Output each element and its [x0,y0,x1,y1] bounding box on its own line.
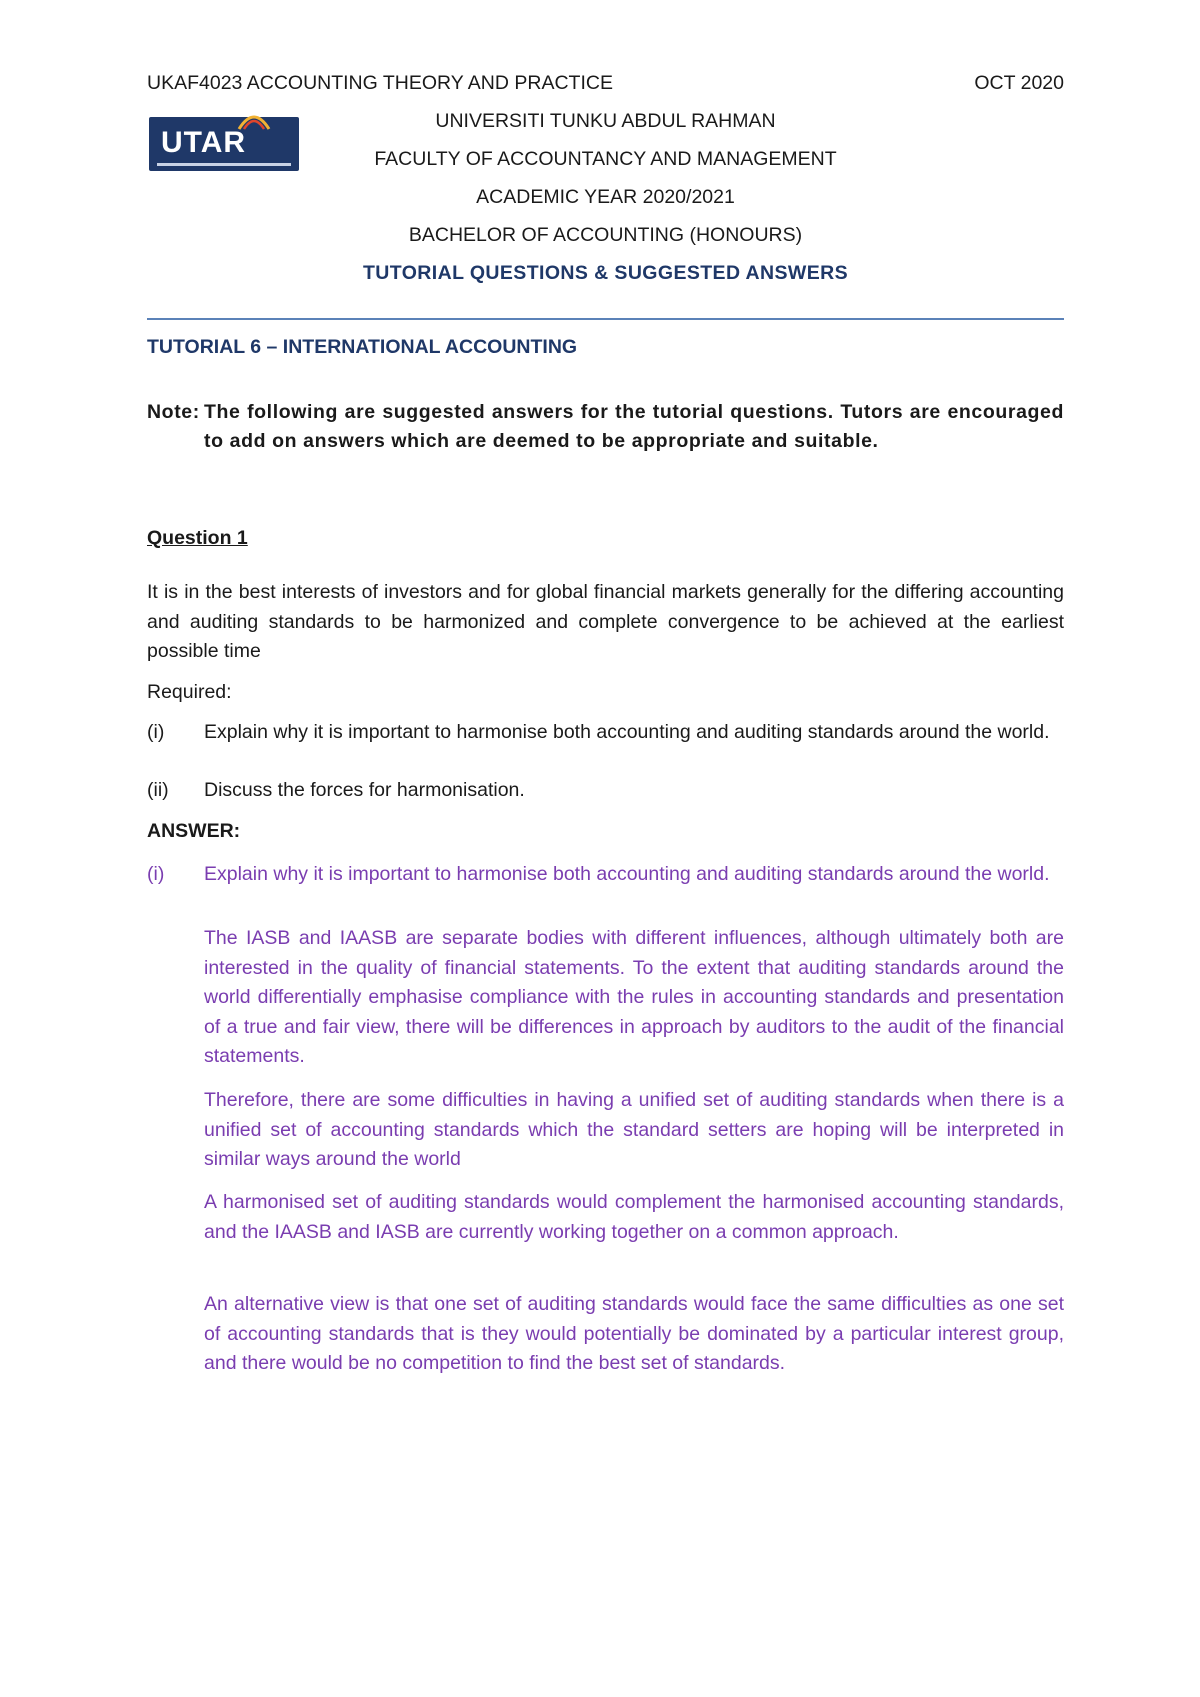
answer-paragraph: Therefore, there are some difficulties in having a unified set of auditing standards when there is a unified set of accounting standards which the standard setters are hoping will be interpreted in similar ways around the world [204,1089,1064,1170]
answer-label: ANSWER: [147,820,241,842]
part-number: (ii) [147,779,169,801]
note-label: Note: [147,401,200,423]
header-date: OCT 2020 [974,72,1064,94]
document-type: TUTORIAL QUESTIONS & SUGGESTED ANSWERS [362,262,849,284]
question-statement: It is in the best interests of investors and for global financial markets generally for the differing accounting and auditing standards to be harmonized and complete convergence to be achieved at the earliest possible time [147,581,1064,662]
part-text: Discuss the forces for harmonisation. [204,779,525,801]
answer-part-number: (i) [147,863,165,885]
note-block [147,398,1064,456]
answer-paragraph: A harmonised set of auditing standards would complement the harmonised accounting standards, and the IAASB and IASB are currently working together on a common approach. [204,1191,1064,1243]
note-text: The following are suggested answers for the tutorial questions. Tutors are encouraged to add on answers which are deemed to be appropriate and suitable. [204,401,1064,452]
answer-part-i [147,860,1064,889]
faculty-name: FACULTY OF ACCOUNTANCY AND MANAGEMENT [374,148,837,170]
answer-paragraph: An alternative view is that one set of auditing standards would face the same difficulties as one set of accounting standards that is they would potentially be dominated by a particular interest group, and there would be no competition to find the best set of standards. [204,1293,1064,1374]
question-part-i [147,718,1064,747]
logo-text: UTAR [161,126,247,159]
question-part-ii [147,776,1064,805]
running-header [147,72,1064,95]
university-name: UNIVERSITI TUNKU ABDUL RAHMAN [435,110,776,132]
answer-paragraph: The IASB and IAASB are separate bodies with different influences, although ultimately both are interested in the quality of financial statements. To the extent that auditing standards around the world differentially emphasise compliance with the rules in accounting standards and presentation of a true and fair view, there will be differences in approach by auditors to the audit of the financial statements. [204,927,1064,1067]
course-code: UKAF4023 ACCOUNTING THEORY AND PRACTICE [147,72,613,94]
question-heading: Question 1 [147,527,248,549]
tutorial-title: TUTORIAL 6 – INTERNATIONAL ACCOUNTING [147,336,578,358]
part-number: (i) [147,721,165,743]
part-text: Explain why it is important to harmonise both accounting and auditing standards around the world. [204,721,1050,743]
header-divider [147,318,1064,320]
required-label: Required: [147,681,232,703]
programme-name: BACHELOR OF ACCOUNTING (HONOURS) [408,224,803,246]
academic-year: ACADEMIC YEAR 2020/2021 [476,186,735,208]
answer-part-text: Explain why it is important to harmonise both accounting and auditing standards around the world. [204,863,1050,885]
